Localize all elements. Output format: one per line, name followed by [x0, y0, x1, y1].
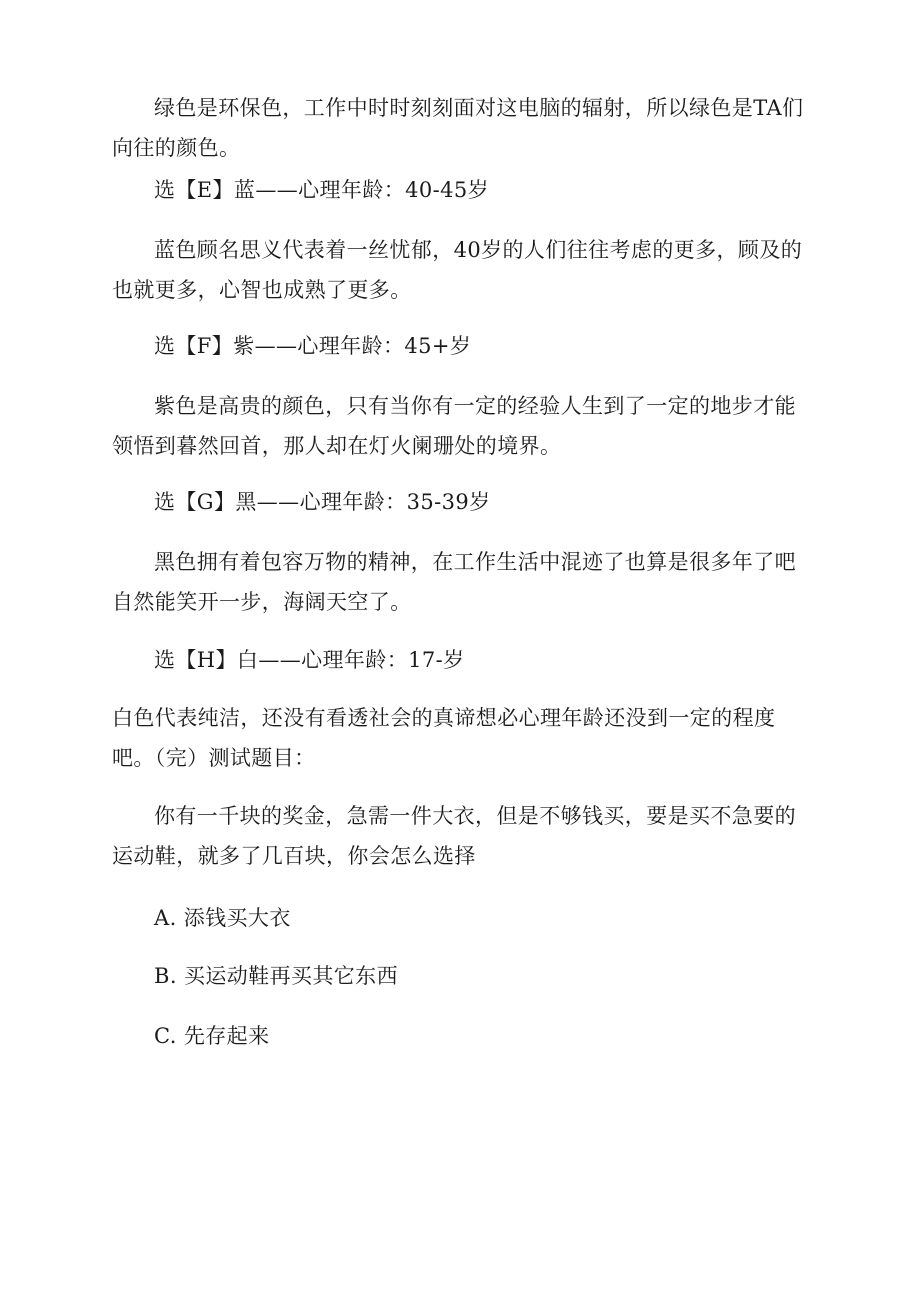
- white-description-paragraph: 白色代表纯洁，还没有看透社会的真谛想必心理年龄还没到一定的程度吧。（完）测试题目：: [112, 706, 776, 770]
- option-f-heading: 选【F】紫——心理年龄：45+岁: [154, 334, 472, 358]
- test-question-paragraph: 你有一千块的奖金，急需一件大衣，但是不够钱买，要是买不急要的运动鞋，就多了几百块，你会怎么选择: [112, 804, 796, 868]
- option-e-heading: 选【E】蓝——心理年龄：40-45岁: [154, 178, 490, 202]
- purple-description-paragraph: 紫色是高贵的颜色，只有当你有一定的经验人生到了一定的地步才能领悟到暮然回首，那人却在灯火阑珊处的境界。: [112, 394, 796, 458]
- choice-c: C. 先存起来: [154, 1024, 270, 1048]
- option-h-heading: 选【H】白——心理年龄：17-岁: [154, 648, 465, 672]
- green-description-paragraph: 绿色是环保色，工作中时时刻刻面对这电脑的辐射，所以绿色是TA们向往的颜色。: [112, 96, 804, 160]
- choice-b: B. 买运动鞋再买其它东西: [154, 964, 398, 988]
- option-g-heading: 选【G】黑——心理年龄：35-39岁: [154, 490, 491, 514]
- choice-a: A. 添钱买大衣: [154, 906, 291, 930]
- blue-description-paragraph: 蓝色顾名思义代表着一丝忧郁，40岁的人们往往考虑的更多，顾及的也就更多，心智也成熟了更多。: [112, 238, 803, 302]
- black-description-paragraph: 黑色拥有着包容万物的精神，在工作生活中混迹了也算是很多年了吧自然能笑开一步，海阔天空了。: [112, 550, 796, 614]
